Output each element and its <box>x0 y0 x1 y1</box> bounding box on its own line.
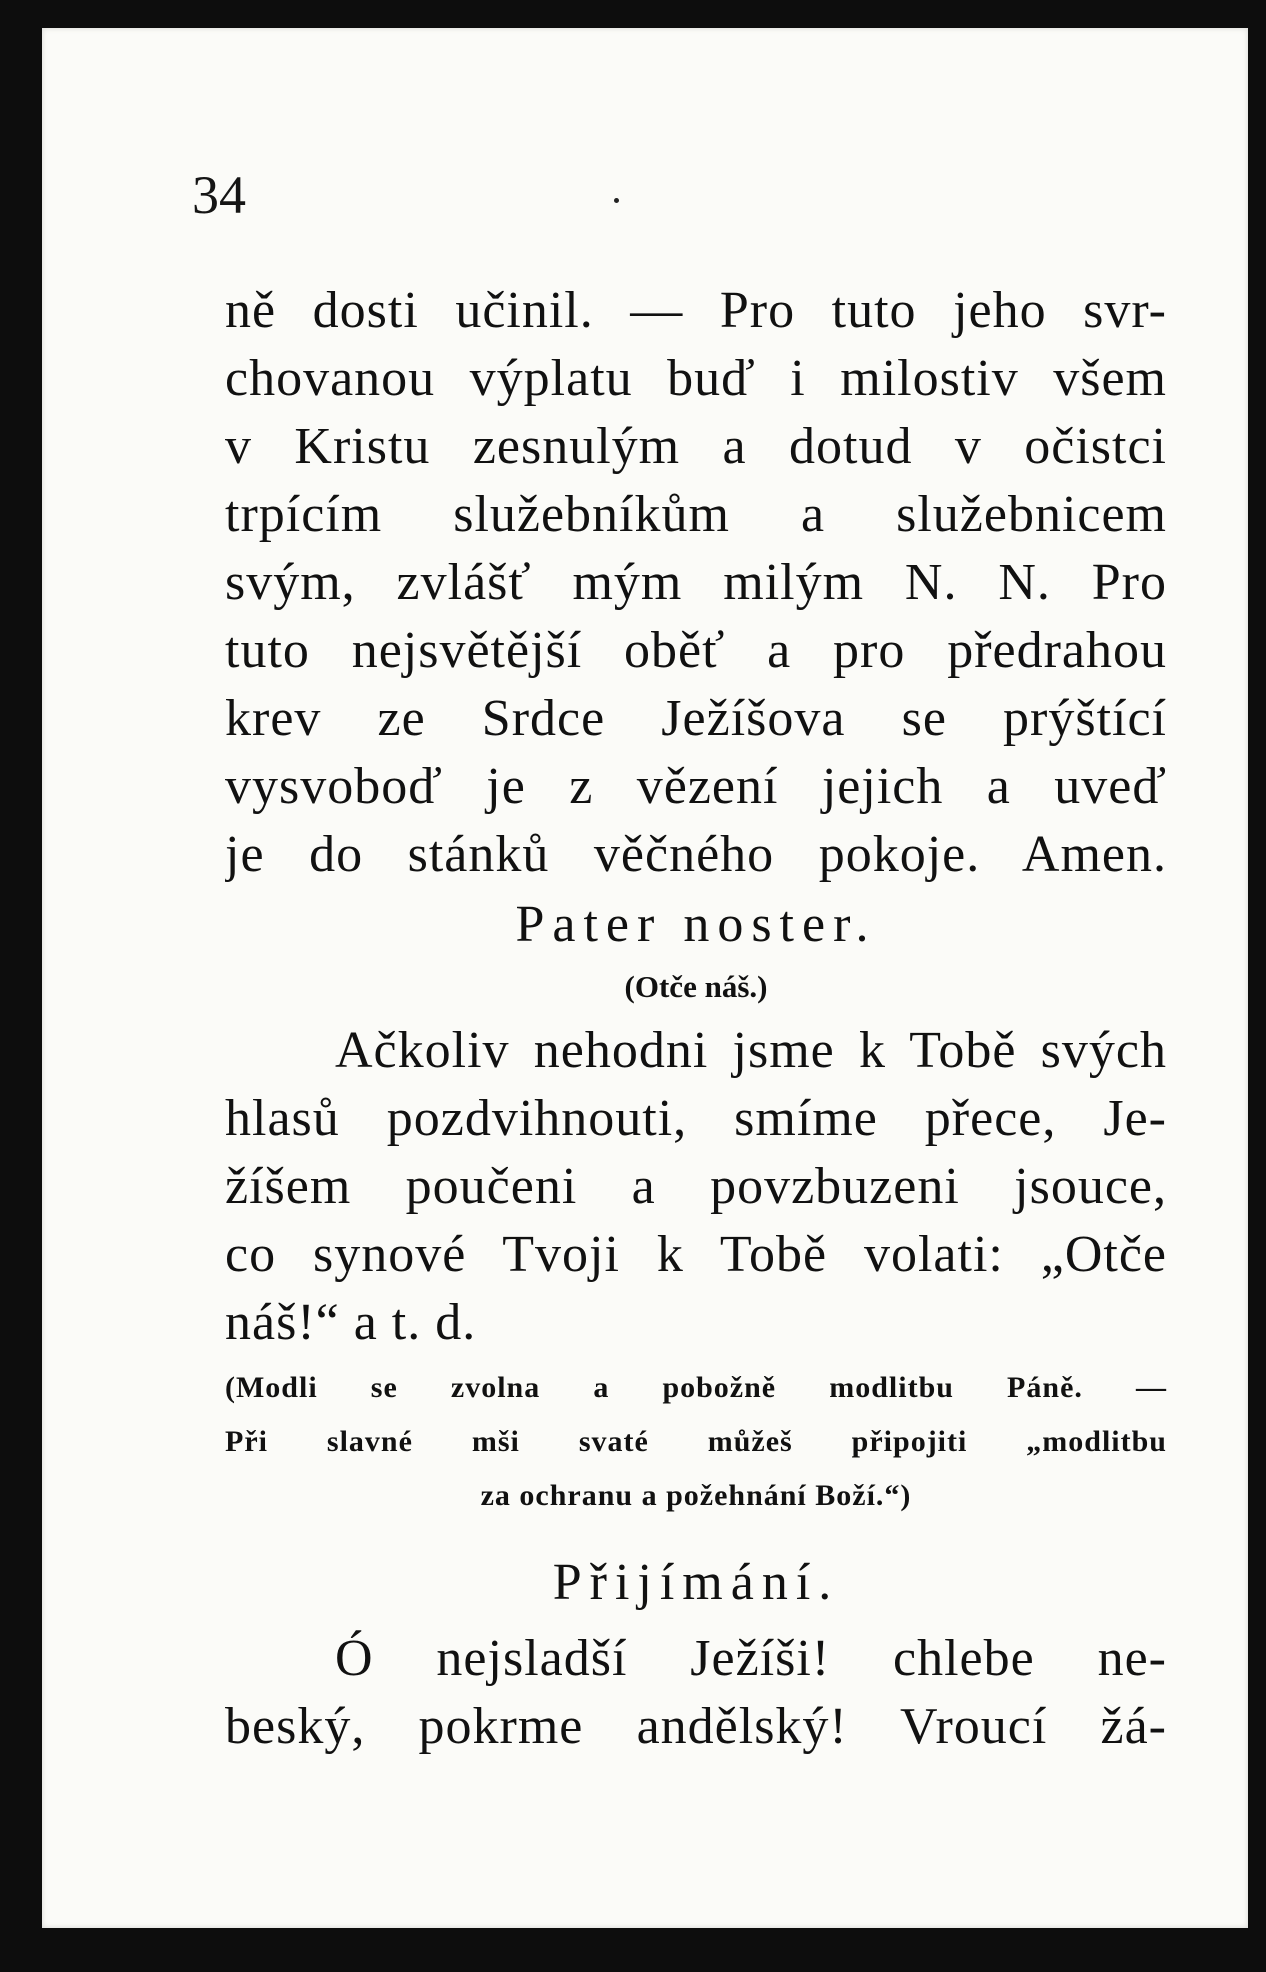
section-heading: Přijímání. <box>552 1554 840 1611</box>
book-page <box>42 28 1248 1928</box>
text-line: chovanou výplatu buď i milostiv všem <box>225 350 1167 407</box>
print-speck <box>614 198 619 203</box>
text-line: Ačkoliv nehodni jsme k Tobě svých <box>335 1022 1167 1079</box>
text-line: žíšem poučeni a povzbuzeni jsouce, <box>225 1158 1167 1215</box>
text-line: co synové Tvoji k Tobě volati: „Otče <box>225 1226 1167 1283</box>
note-line: (Modli se zvolna a pobožně modlitbu Páně. — <box>225 1371 1167 1404</box>
note-line: za ochranu a požehnání Boží.“) <box>480 1479 912 1512</box>
text-line: ně dosti učinil. — Pro tuto jeho svr- <box>225 282 1167 339</box>
text-line: hlasů pozdvihnouti, smíme přece, Je- <box>225 1090 1167 1147</box>
text-line: svým, zvlášť mým milým N. N. Pro <box>225 554 1167 611</box>
text-line: tuto nejsvětější oběť a pro předrahou <box>225 622 1167 679</box>
page-number: 34 <box>192 165 246 225</box>
section-subheading: (Otče náš.) <box>624 969 768 1004</box>
text-line: je do stánků věčného pokoje. Amen. <box>225 826 1167 883</box>
text-line: vysvoboď je z vězení jejich a uveď <box>225 758 1167 815</box>
text-line: Ó nejsladší Ježíši! chlebe ne- <box>335 1630 1167 1687</box>
section-heading: Pater noster. <box>515 896 877 953</box>
text-line: beský, pokrme andělský! Vroucí žá- <box>225 1698 1167 1755</box>
text-line: trpícím služebníkům a služebnicem <box>225 486 1167 543</box>
text-line: krev ze Srdce Ježíšova se prýštící <box>225 690 1167 747</box>
text-line: náš!“ a t. d. <box>225 1294 477 1351</box>
note-line: Při slavné mši svaté můžeš připojiti „modlitbu <box>225 1425 1167 1458</box>
text-line: v Kristu zesnulým a dotud v očistci <box>225 418 1167 475</box>
